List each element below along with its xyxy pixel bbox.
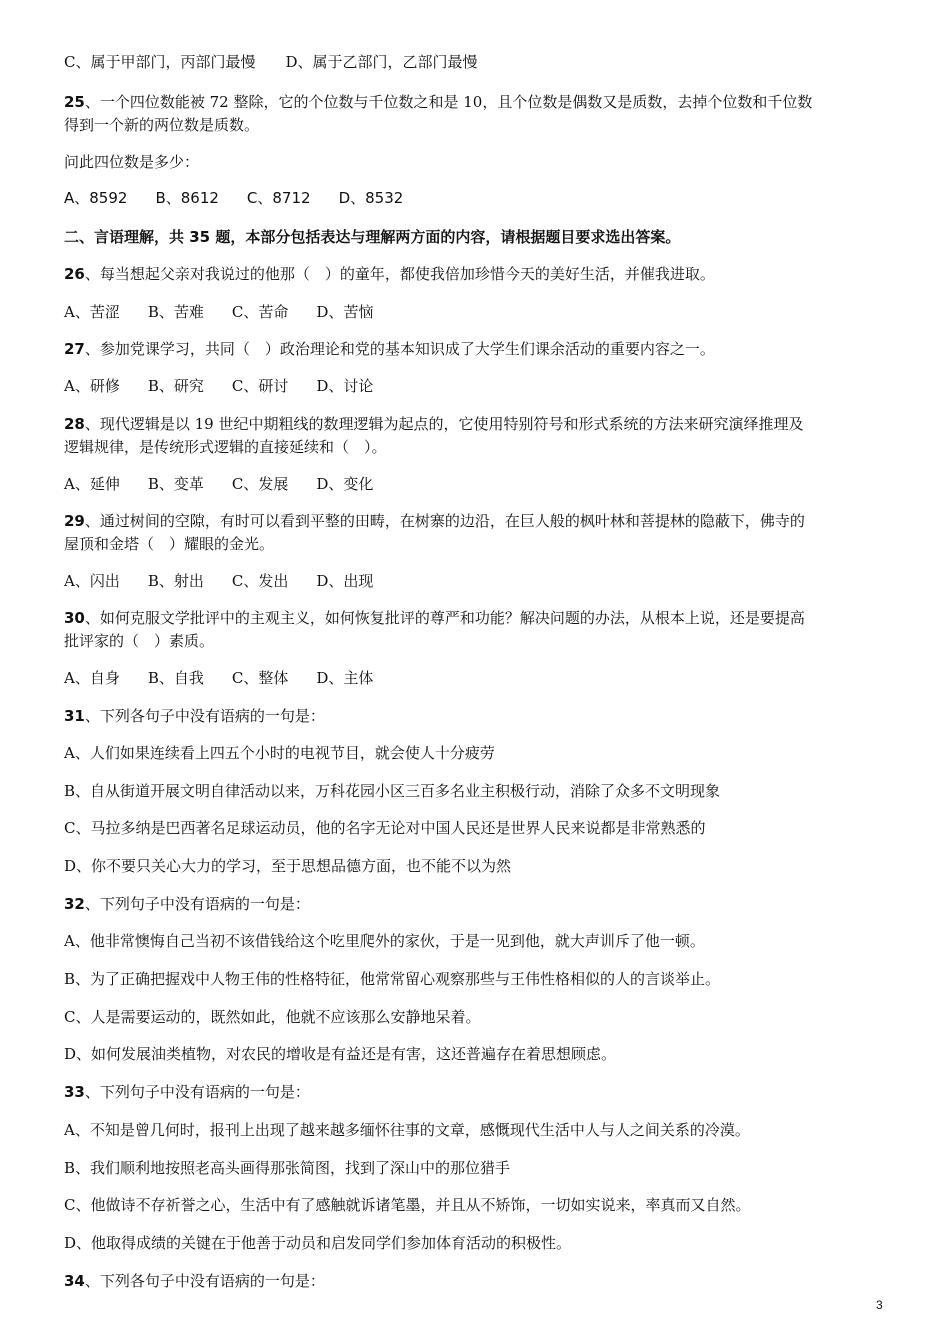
q27-options [64,375,373,397]
question-text: 、参加党课学习，共同（ ）政治理论和党的基本知识成了大学生们课余活动的重要内容之一。 [84,340,715,358]
option-c: C、发展 [231,475,289,493]
q25-text-cont: 得到一个新的两位数是质数。 [64,116,260,134]
q26-text [64,263,715,285]
option-b: B、苦难 [147,303,204,321]
option-a: A、研修 [64,377,120,395]
q29-text [64,510,805,532]
q31-option-b: B、自从街道开展文明自律活动以来，万科花园小区三百多名业主积极行动，消除了众多不文明现象 [64,782,721,800]
option-a: A、延伸 [64,475,120,493]
q32-option-a: A、他非常懊悔自己当初不该借钱给这个吃里爬外的家伙，于是一见到他，就大声训斥了他一顿。 [64,932,705,950]
option-b: B、研究 [147,377,204,395]
question-text: 、每当想起父亲对我说过的他那（ ）的童年，都使我倍加珍惜今天的美好生活，并催我进取。 [84,265,715,283]
q31-option-c: C、马拉多纳是巴西著名足球运动员，他的名字无论对中国人民还是世界人民来说都是非常熟悉的 [64,819,706,837]
question-number: 34 [64,1272,85,1290]
q28-text [64,413,804,435]
option-c: C、8712 [246,189,311,207]
page-number: 3 [876,1298,883,1312]
option-d: D、主体 [316,669,374,687]
option-c: C、苦命 [231,303,289,321]
q34-text [64,1270,325,1292]
question-number: 28 [64,415,85,433]
question-number: 33 [64,1083,85,1101]
option-a: A、闪出 [64,572,120,590]
option-d: D、变化 [316,475,374,493]
option-b: B、自我 [147,669,204,687]
q24-options: C、属于甲部门，丙部门最慢 D、属于乙部门，乙部门最慢 [64,53,478,71]
option-d: D、出现 [316,572,374,590]
option-a: A、苦涩 [64,303,120,321]
question-text: 、如何克服文学批评中的主观主义，如何恢复批评的尊严和功能？解决问题的办法，从根本上说，还是要提高 [84,609,805,627]
q25-options [64,187,403,209]
question-text: 、现代逻辑是以 19 世纪中期粗线的数理逻辑为起点的，它使用特别符号和形式系统的方法来研究演绎推理及 [84,415,804,433]
q33-option-b: B、我们顺利地按照老高头画得那张简图，找到了深山中的那位猎手 [64,1159,511,1177]
question-text: 、一个四位数能被 72 整除，它的个位数与千位数之和是 10，且个位数是偶数又是质数，去掉个位数和千位数 [84,93,813,111]
question-text: 、下列句子中没有语病的一句是： [84,895,310,913]
q25-question: 问此四位数是多少： [64,153,200,171]
option-c: C、发出 [231,572,289,590]
q32-option-c: C、人是需要运动的，既然如此，他就不应该那么安静地呆着。 [64,1008,481,1026]
q31-option-a: A、人们如果连续看上四五个小时的电视节目，就会使人十分疲劳 [64,744,495,762]
question-number: 27 [64,340,85,358]
question-number: 25 [64,93,85,111]
question-text: 、通过树间的空隙，有时可以看到平整的田畴，在树寨的边沿，在巨人般的枫叶林和菩提林的隐蔽下，佛寺的 [84,512,805,530]
q33-text [64,1081,310,1103]
q30-text [64,607,805,629]
q28-options [64,473,373,495]
option-d: D、8532 [338,189,404,207]
option-b: B、射出 [147,572,204,590]
option-c: C、整体 [231,669,289,687]
question-number: 29 [64,512,85,530]
q32-text [64,893,310,915]
option-b: B、变革 [147,475,204,493]
q32-option-d: D、如何发展油类植物，对农民的增收是有益还是有害，这还普遍存在着思想顾虑。 [64,1045,617,1063]
q32-option-b: B、为了正确把握戏中人物王伟的性格特征，他常常留心观察那些与王伟性格相似的人的言谈举止。 [64,970,721,988]
q27-text [64,338,715,360]
option-d: D、苦恼 [316,303,374,321]
q30-text-cont: 批评家的（ ）素质。 [64,632,215,650]
q29-options [64,570,373,592]
q28-text-cont: 逻辑规律，是传统形式逻辑的直接延续和（ ）。 [64,438,387,456]
q29-text-cont: 屋顶和金塔（ ）耀眼的金光。 [64,535,275,553]
q26-options [64,301,373,323]
question-number: 31 [64,707,85,725]
option-a: A、8592 [64,189,128,207]
q33-option-a: A、不知是曾几何时，报刊上出现了越来越多缅怀往事的文章，感慨现代生活中人与人之间关系的冷漠。 [64,1121,750,1139]
question-number: 30 [64,609,85,627]
q30-options [64,667,373,689]
q33-option-d: D、他取得成绩的关键在于他善于动员和启发同学们参加体育活动的积极性。 [64,1234,572,1252]
option-a: A、自身 [64,669,120,687]
question-text: 、下列句子中没有语病的一句是： [84,1083,310,1101]
q31-option-d: D、你不要只关心大力的学习，至于思想品德方面，也不能不以为然 [64,857,512,875]
question-text: 、下列各句子中没有语病的一句是： [84,707,325,725]
q33-option-c: C、他做诗不存祈誉之心，生活中有了感触就诉诸笔墨，并且从不矫饰，一切如实说来，率真而又自然。 [64,1196,751,1214]
q25-text [64,91,812,113]
question-number: 32 [64,895,85,913]
question-text: 、下列各句子中没有语病的一句是： [84,1272,325,1290]
option-c: C、研讨 [231,377,289,395]
section-heading: 二、言语理解，共 35 题，本部分包括表达与理解两方面的内容，请根据题目要求选出答案。 [64,228,681,246]
question-number: 26 [64,265,85,283]
option-d: D、讨论 [316,377,374,395]
option-b: B、8612 [155,189,219,207]
q31-text [64,705,325,727]
